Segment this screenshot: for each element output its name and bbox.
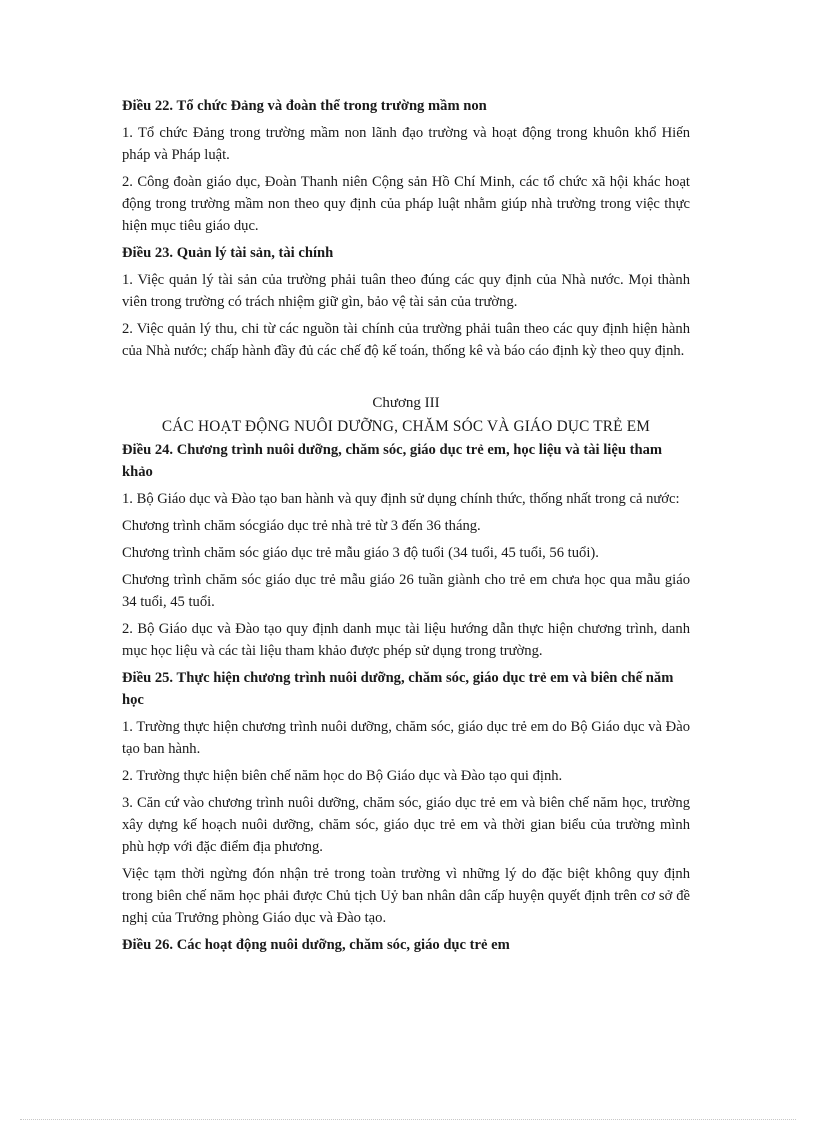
article-23-clause-1: 1. Việc quản lý tài sản của trường phải tuân theo đúng các quy định của Nhà nước. Mọi thành viên trong trường có trách nhiệm giữ gìn, bảo vệ tài sản của trường. xyxy=(122,272,690,310)
page-bottom-divider xyxy=(20,1119,796,1120)
article-24-program-2: Chương trình chăm sóc giáo dục trẻ mẫu giáo 3 độ tuổi (34 tuổi, 45 tuổi, 56 tuổi). xyxy=(122,545,599,561)
article-24-program-3: Chương trình chăm sóc giáo dục trẻ mẫu giáo 26 tuần giành cho trẻ em chưa học qua mẫu giáo 34 tuổi, 45 tuổi. xyxy=(122,572,690,610)
article-25-clause-1: 1. Trường thực hiện chương trình nuôi dưỡng, chăm sóc, giáo dục trẻ em do Bộ Giáo dục và Đào tạo ban hành. xyxy=(122,719,690,757)
article-24-heading: Điều 24. Chương trình nuôi dưỡng, chăm sóc, giáo dục trẻ em, học liệu và tài liệu tham khảo xyxy=(122,442,663,480)
article-25-clause-3: 3. Căn cứ vào chương trình nuôi dưỡng, chăm sóc, giáo dục trẻ em và biên chế năm học, trường xây dựng kế hoạch nuôi dưỡng, chăm sóc, giáo dục trẻ em và thời gian biểu của trường mình phù hợp với đặc điểm địa phương. xyxy=(122,795,690,855)
article-25-heading: Điều 25. Thực hiện chương trình nuôi dưỡng, chăm sóc, giáo dục trẻ em và biên chế năm học xyxy=(122,670,674,708)
article-24-clause-1: 1. Bộ Giáo dục và Đào tạo ban hành và quy định sử dụng chính thức, thống nhất trong cả nước: xyxy=(122,491,680,507)
article-22-clause-1: 1. Tổ chức Đảng trong trường mầm non lãnh đạo trường và hoạt động trong khuôn khổ Hiến pháp và Pháp luật. xyxy=(122,125,690,163)
article-23-heading: Điều 23. Quản lý tài sản, tài chính xyxy=(122,245,334,261)
article-22-heading: Điều 22. Tổ chức Đảng và đoàn thể trong trường mầm non xyxy=(122,98,487,114)
article-24-clause-2: 2. Bộ Giáo dục và Đào tạo quy định danh mục tài liệu hướng dẫn thực hiện chương trình, danh mục học liệu và các tài liệu tham khảo được phép sử dụng trong trường. xyxy=(122,621,690,659)
article-22-clause-2: 2. Công đoàn giáo dục, Đoàn Thanh niên Cộng sản Hồ Chí Minh, các tổ chức xã hội khác hoạt động trong trường mầm non theo quy định của pháp luật nhằm giúp nhà trường trong việc thực hiện mục tiêu giáo dục. xyxy=(122,174,690,234)
article-23-clause-2: 2. Việc quản lý thu, chi từ các nguồn tài chính của trường phải tuân theo các quy định hiện hành của Nhà nước; chấp hành đầy đủ các chế độ kế toán, thống kê và báo cáo định kỳ theo quy định. xyxy=(122,321,690,359)
chapter-title: CÁC HOẠT ĐỘNG NUÔI DƯỠNG, CHĂM SÓC VÀ GIÁO DỤC TRẺ EM xyxy=(161,418,651,435)
article-26-heading: Điều 26. Các hoạt động nuôi dưỡng, chăm sóc, giáo dục trẻ em xyxy=(122,937,510,953)
article-25-note: Việc tạm thời ngừng đón nhận trẻ trong toàn trường vì những lý do đặc biệt không quy định trong biên chế năm học phải được Chủ tịch Uỷ ban nhân dân cấp huyện quyết định trên cơ sở đề nghị của Trưởng phòng Giáo dục và Đào tạo. xyxy=(122,866,690,926)
chapter-number: Chương III xyxy=(372,395,440,411)
article-25-clause-2: 2. Trường thực hiện biên chế năm học do Bộ Giáo dục và Đào tạo qui định. xyxy=(122,768,563,784)
article-24-program-1: Chương trình chăm sócgiáo dục trẻ nhà trẻ từ 3 đến 36 tháng. xyxy=(122,518,481,534)
document-page xyxy=(122,95,690,961)
